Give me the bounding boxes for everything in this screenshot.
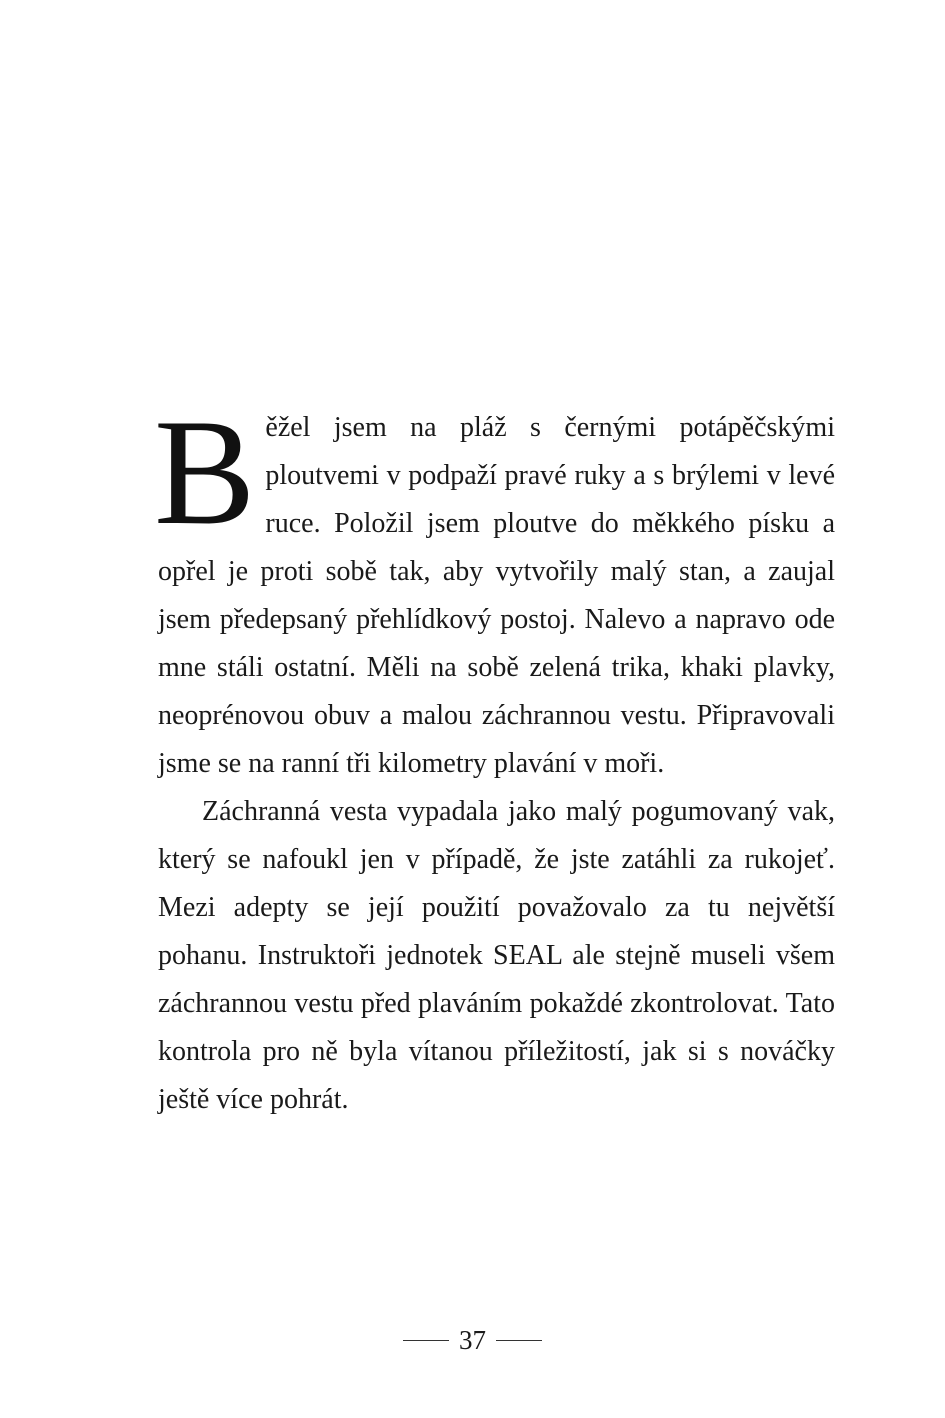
paragraph-2: Záchranná vesta vypadala jako malý pogumovaný vak, který se nafoukl jen v případě, že jste zatáhli za rukojeť. Mezi adepty se její použití považovalo za tu největší pohanu. Instruktoři jednotek SEAL ale stejně museli všem záchrannou vestu před plaváním pokaždé zkontrolovat. Tato kontrola pro ně byla vítanou příležitostí, jak si s nováčky ještě více pohrát. (158, 796, 835, 1115)
page-footer (0, 1318, 945, 1362)
body-text (154, 388, 835, 1124)
paragraph-1-text: ěžel jsem na pláž s černými potápěčskými ploutvemi v podpaží pravé ruky a s brýlemi v levé ruce. Položil jsem ploutve do měkkého písku a opřel je proti sobě tak, aby vytvořily malý stan, a zaujal jsem předepsaný přehlídkový postoj. Nalevo a napravo ode mne stáli ostatní. Měli na sobě zelená trika, khaki plavky, neoprénovou obuv a malou záchrannou vestu. Připravovali jsme se na ranní tři kilometry plavání v moři. (158, 412, 835, 779)
footer-rule-right (496, 1340, 542, 1341)
drop-cap: B (154, 388, 256, 556)
page-number: 37 (459, 1324, 486, 1355)
footer-rule-left (403, 1340, 449, 1341)
paragraph-1 (154, 388, 835, 788)
